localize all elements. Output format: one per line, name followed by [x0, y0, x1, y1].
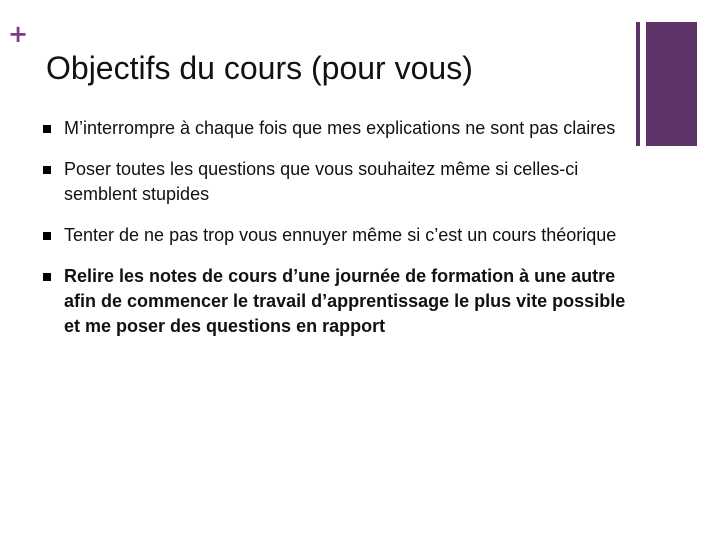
bullet-text: M’interrompre à chaque fois que mes explications ne sont pas claires — [64, 118, 616, 138]
plus-decoration-icon: + — [8, 20, 29, 48]
accent-bar-block — [646, 22, 697, 146]
list-item — [40, 157, 640, 207]
list-item — [40, 264, 640, 339]
bullet-text: Poser toutes les questions que vous souhaitez même si celles-ci semblent stupides — [64, 159, 579, 204]
bullet-list — [40, 116, 640, 355]
list-item — [40, 116, 640, 141]
square-bullet-icon — [43, 125, 51, 133]
list-item — [40, 223, 640, 248]
square-bullet-icon — [43, 273, 51, 281]
bullet-text: Relire les notes de cours d’une journée de formation à une autre afin de commencer le travail d’apprentissage le plus vite possible et me poser des questions en rapport — [64, 266, 626, 336]
square-bullet-icon — [43, 232, 51, 240]
slide-title: Objectifs du cours (pour vous) — [46, 50, 473, 86]
square-bullet-icon — [43, 166, 51, 174]
bullet-text: Tenter de ne pas trop vous ennuyer même si c’est un cours théorique — [64, 225, 617, 245]
